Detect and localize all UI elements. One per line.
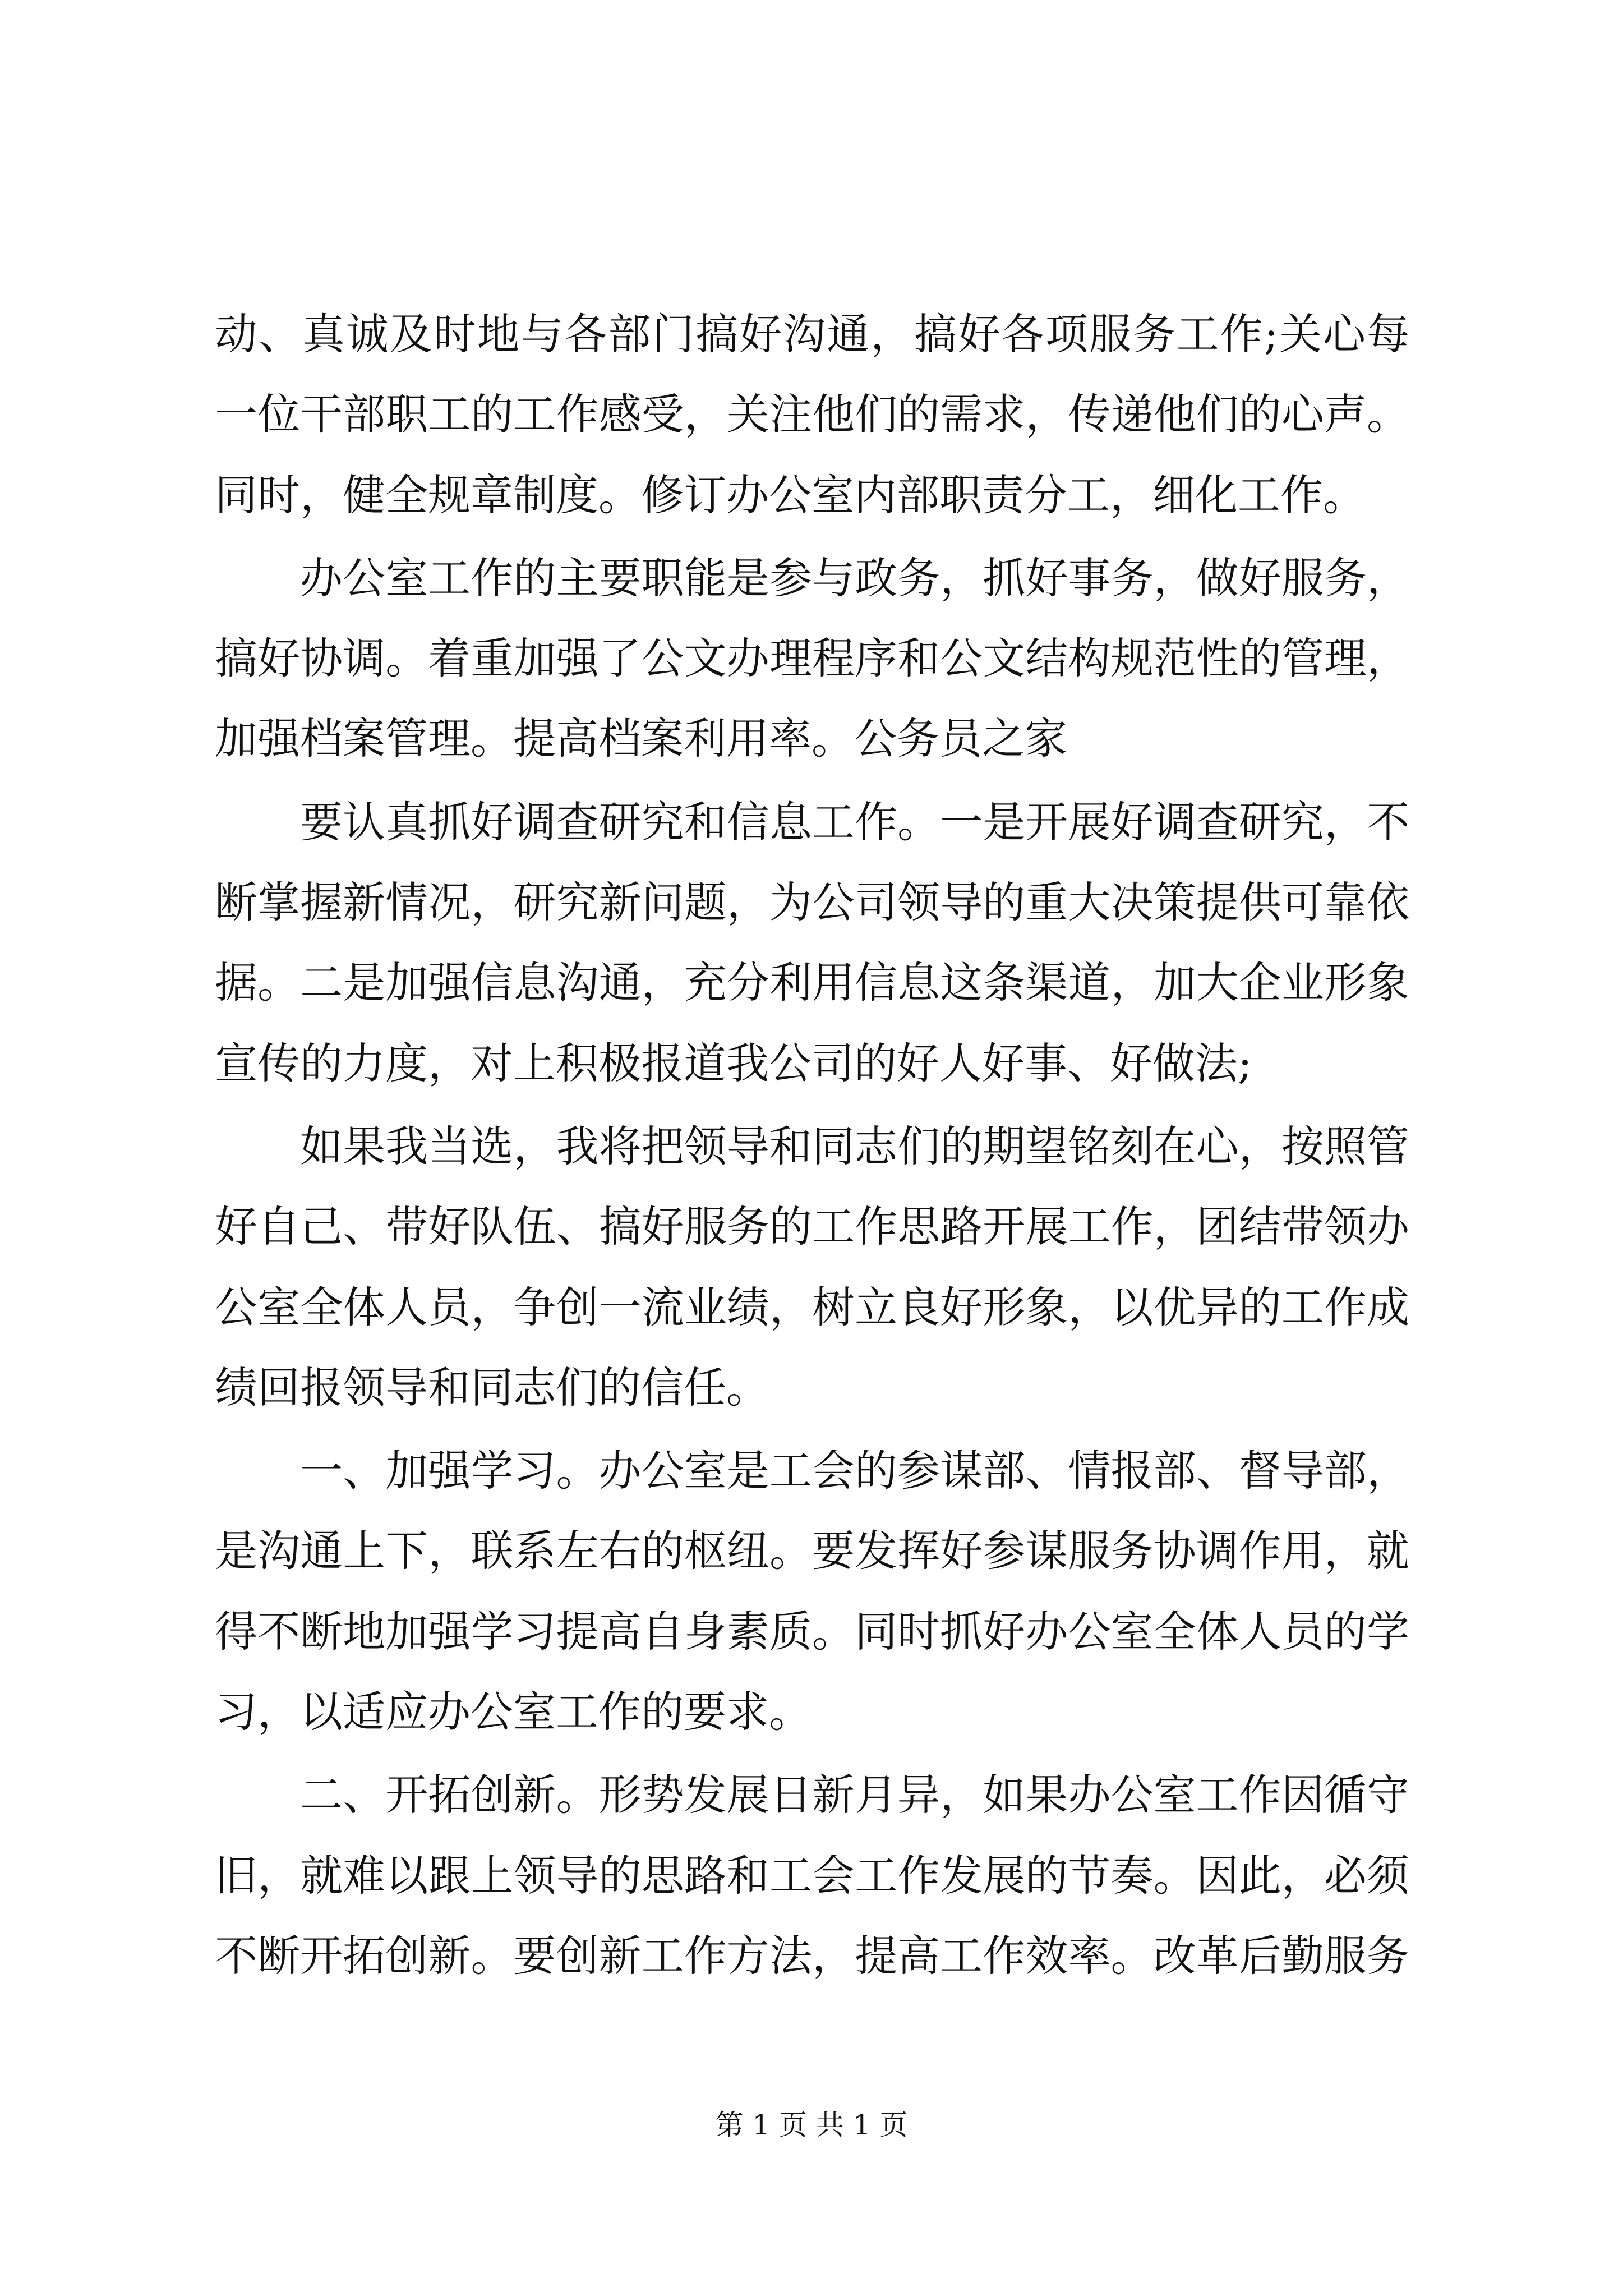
text-line: 据。二是加强信息沟通，充分利用信息这条渠道，加大企业形象 [215,958,1409,1008]
text-line: 断掌握新情况，研究新问题，为公司领导的重大决策提供可靠依 [215,877,1409,928]
text-line: 一、加强学习。办公室是工会的参谋部、情报部、督导部， [300,1446,1409,1496]
page-number: 第 1 页 共 1 页 [715,2109,908,2141]
paragraph [215,1755,1409,1996]
text-line: 习，以适应办公室工作的要求。 [215,1687,811,1737]
paragraph [215,1430,1409,1752]
paragraph [215,538,1409,779]
document-body [215,294,1409,1996]
text-line: 好自己、带好队伍、搞好服务的工作思路开展工作，团结带领办 [215,1202,1409,1252]
text-line: 同时，健全规章制度。修订办公室内部职责分工，细化工作。 [215,470,1366,520]
text-line: 二、开拓创新。形势发展日新月异，如果办公室工作因循守 [300,1770,1409,1820]
text-line: 旧，就难以跟上领导的思路和工会工作发展的节奏。因此，必须 [215,1850,1409,1901]
text-line: 不断开拓创新。要创新工作方法，提高工作效率。改革后勤服务 [215,1930,1409,1981]
text-line: 绩回报领导和同志们的信任。 [215,1362,769,1412]
text-line: 是沟通上下，联系左右的枢纽。要发挥好参谋服务协调作用，就 [215,1526,1409,1576]
paragraph [215,782,1409,1103]
text-line: 如果我当选，我将把领导和同志们的期望铭刻在心，按照管 [300,1121,1409,1171]
text-line: 一位干部职工的工作感受，关注他们的需求，传递他们的心声。 [215,389,1409,440]
paragraph [215,294,1409,535]
text-line: 搞好协调。着重加强了公文办理程序和公文结构规范性的管理， [215,633,1409,684]
text-line: 宣传的力度，对上积极报道我公司的好人好事、好做法; [215,1038,1252,1088]
page-footer [0,2108,1623,2142]
paragraph [215,1106,1409,1428]
text-line: 公室全体人员，争创一流业绩，树立良好形象，以优异的工作成 [215,1282,1409,1332]
text-line: 要认真抓好调查研究和信息工作。一是开展好调查研究，不 [300,797,1409,847]
text-line: 动、真诚及时地与各部门搞好沟通，搞好各项服务工作;关心每 [215,309,1409,359]
text-line: 加强档案管理。提高档案利用率。公务员之家 [215,714,1067,764]
text-line: 得不断地加强学习提高自身素质。同时抓好办公室全体人员的学 [215,1606,1409,1657]
text-line: 办公室工作的主要职能是参与政务，抓好事务，做好服务， [300,553,1409,603]
